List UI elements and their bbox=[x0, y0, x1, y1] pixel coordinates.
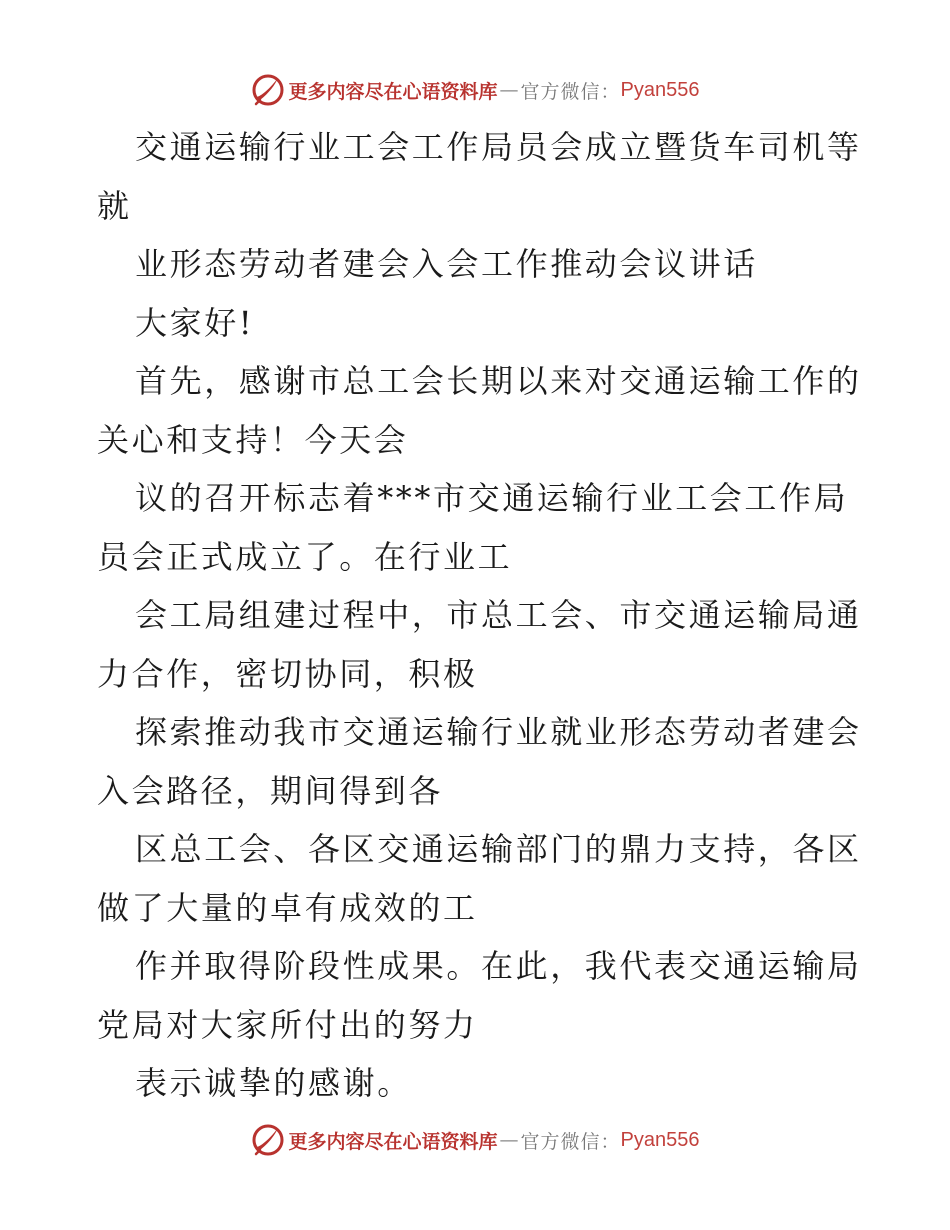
watermark-header bbox=[0, 70, 950, 110]
quill-logo-icon bbox=[251, 1123, 285, 1157]
quill-logo-icon bbox=[251, 73, 285, 107]
watermark-official-label: 官方微信： bbox=[520, 1130, 621, 1153]
watermark-wechat-id: Pyan556 bbox=[620, 1128, 700, 1151]
text-line: 首先，感谢市总工会长期以来对交通运输工作的 bbox=[135, 362, 862, 400]
watermark-brand: 更多内容尽在心语资料库 bbox=[288, 80, 498, 103]
text-line: 就 bbox=[97, 186, 132, 225]
text-line: 业形态劳动者建会入会工作推动会议讲话 bbox=[135, 245, 758, 283]
document-body bbox=[97, 118, 862, 1113]
text-line: 党局对大家所付出的努力 bbox=[97, 1005, 478, 1044]
text-line: 做了大量的卓有成效的工 bbox=[97, 888, 478, 927]
watermark-official-label: 官方微信： bbox=[520, 80, 621, 103]
text-line: 关心和支持！今天会 bbox=[97, 420, 409, 459]
watermark-dash: — bbox=[499, 1129, 519, 1151]
text-line: 会工局组建过程中，市总工会、市交通运输局通 bbox=[135, 596, 862, 634]
text-line: 表示诚挚的感谢。 bbox=[135, 1064, 412, 1102]
text-line: 入会路径，期间得到各 bbox=[97, 771, 444, 810]
text-line: 力合作，密切协同，积极 bbox=[97, 654, 478, 693]
watermark-footer bbox=[0, 1120, 950, 1160]
text-line: 议的召开标志着***市交通运输行业工会工作局 bbox=[135, 479, 849, 517]
text-line: 员会正式成立了。在行业工 bbox=[97, 537, 513, 576]
watermark-brand: 更多内容尽在心语资料库 bbox=[288, 1130, 498, 1153]
text-line: 区总工会、各区交通运输部门的鼎力支持，各区 bbox=[135, 830, 862, 868]
text-line: 探索推动我市交通运输行业就业形态劳动者建会 bbox=[135, 713, 862, 751]
text-line: 作并取得阶段性成果。在此，我代表交通运输局 bbox=[135, 947, 862, 985]
watermark-dash: — bbox=[499, 79, 519, 101]
text-line: 大家好! bbox=[135, 303, 255, 342]
watermark-wechat-id: Pyan556 bbox=[620, 78, 700, 101]
text-line: 交通运输行业工会工作局员会成立暨货车司机等 bbox=[135, 128, 862, 166]
